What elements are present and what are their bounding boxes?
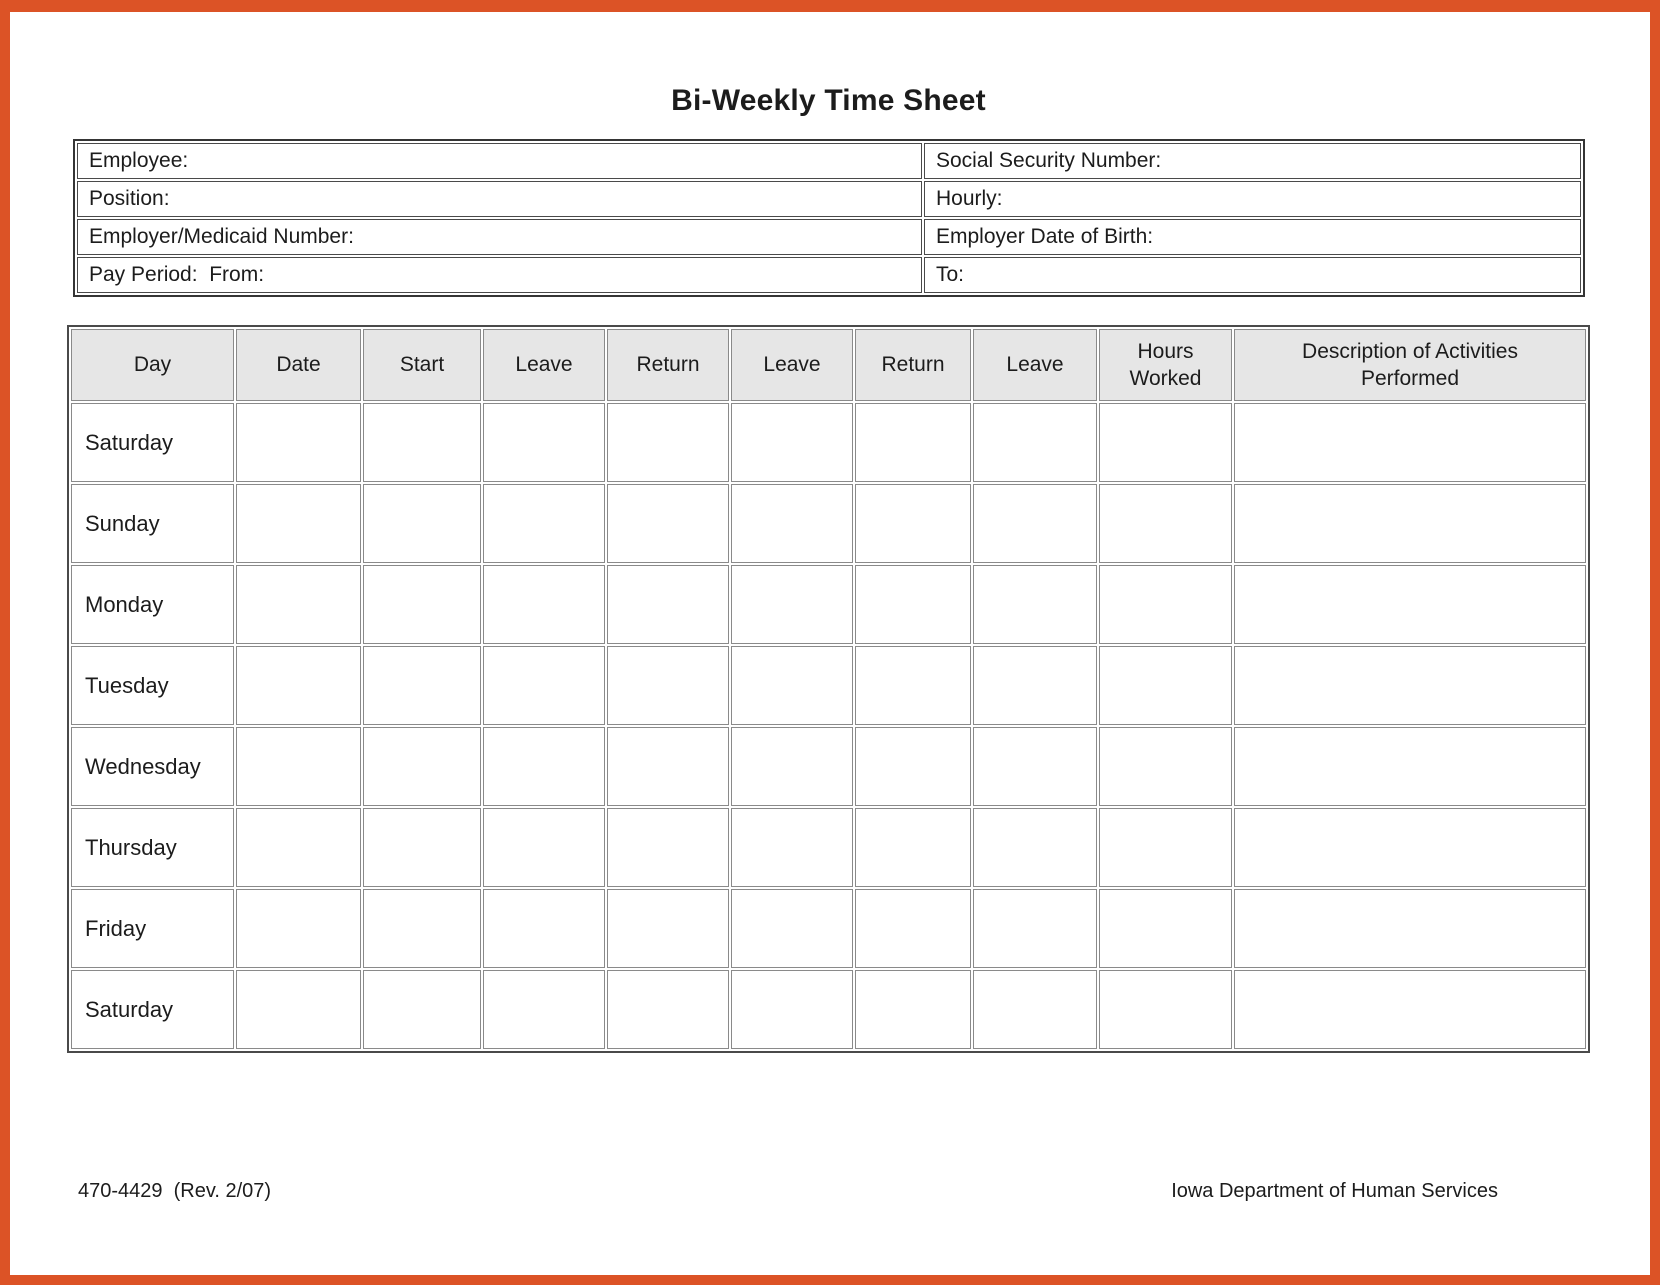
- empty-cell: [1099, 565, 1232, 644]
- empty-cell: [1234, 403, 1586, 482]
- day-cell: Sunday: [71, 484, 234, 563]
- empty-cell: [607, 646, 729, 725]
- info-row-pay-period: [77, 257, 1581, 293]
- empty-cell: [483, 565, 605, 644]
- empty-cell: [1099, 889, 1232, 968]
- empty-cell: [731, 403, 853, 482]
- column-header-hours-worked: Hours Worked: [1099, 329, 1232, 401]
- info-row-employer-number: [77, 219, 1581, 255]
- page-footer: [78, 1180, 1498, 1203]
- header-row: [71, 329, 1586, 401]
- empty-cell: [607, 727, 729, 806]
- empty-cell: [236, 727, 361, 806]
- form-number: 470-4429 (Rev. 2/07): [78, 1180, 272, 1202]
- empty-cell: [1099, 970, 1232, 1049]
- timesheet-table: [67, 325, 1590, 1053]
- empty-cell: [855, 889, 971, 968]
- day-cell: Saturday: [71, 403, 234, 482]
- column-header-return-1: Return: [607, 329, 729, 401]
- empty-cell: [363, 727, 481, 806]
- pay-period-to-label: To:: [924, 257, 1581, 293]
- table-row: [71, 646, 1586, 725]
- empty-cell: [236, 403, 361, 482]
- empty-cell: [483, 646, 605, 725]
- day-cell: Monday: [71, 565, 234, 644]
- empty-cell: [483, 889, 605, 968]
- empty-cell: [855, 403, 971, 482]
- empty-cell: [236, 484, 361, 563]
- empty-cell: [483, 403, 605, 482]
- info-row-employee: [77, 143, 1581, 179]
- empty-cell: [973, 727, 1097, 806]
- column-header-return-2: Return: [855, 329, 971, 401]
- empty-cell: [731, 727, 853, 806]
- empty-cell: [363, 484, 481, 563]
- empty-cell: [731, 646, 853, 725]
- empty-cell: [1099, 484, 1232, 563]
- empty-cell: [731, 970, 853, 1049]
- table-row: [71, 565, 1586, 644]
- empty-cell: [483, 727, 605, 806]
- empty-cell: [236, 889, 361, 968]
- empty-cell: [363, 646, 481, 725]
- empty-cell: [607, 484, 729, 563]
- pay-period-from-label: Pay Period: From:: [77, 257, 922, 293]
- column-header-leave-1: Leave: [483, 329, 605, 401]
- day-cell: Tuesday: [71, 646, 234, 725]
- empty-cell: [607, 565, 729, 644]
- table-row: [71, 484, 1586, 563]
- empty-cell: [1099, 646, 1232, 725]
- agency-name: Iowa Department of Human Services: [1171, 1180, 1498, 1202]
- ssn-label: Social Security Number:: [924, 143, 1581, 179]
- empty-cell: [236, 565, 361, 644]
- table-row: [71, 889, 1586, 968]
- empty-cell: [363, 403, 481, 482]
- empty-cell: [973, 403, 1097, 482]
- empty-cell: [236, 808, 361, 887]
- column-header-date: Date: [236, 329, 361, 401]
- employee-info-table: [73, 139, 1585, 297]
- empty-cell: [236, 646, 361, 725]
- empty-cell: [855, 970, 971, 1049]
- column-header-description: Description of Activities Performed: [1234, 329, 1586, 401]
- position-label: Position:: [77, 181, 922, 217]
- empty-cell: [855, 808, 971, 887]
- empty-cell: [1099, 727, 1232, 806]
- empty-cell: [973, 484, 1097, 563]
- empty-cell: [1099, 403, 1232, 482]
- column-header-leave-3: Leave: [973, 329, 1097, 401]
- employee-label: Employee:: [77, 143, 922, 179]
- empty-cell: [1099, 808, 1232, 887]
- empty-cell: [731, 889, 853, 968]
- empty-cell: [731, 565, 853, 644]
- empty-cell: [973, 889, 1097, 968]
- empty-cell: [1234, 565, 1586, 644]
- empty-cell: [973, 646, 1097, 725]
- empty-cell: [1234, 727, 1586, 806]
- empty-cell: [607, 970, 729, 1049]
- empty-cell: [363, 889, 481, 968]
- empty-cell: [1234, 970, 1586, 1049]
- empty-cell: [483, 808, 605, 887]
- empty-cell: [1234, 889, 1586, 968]
- table-row: [71, 727, 1586, 806]
- column-header-leave-2: Leave: [731, 329, 853, 401]
- empty-cell: [855, 484, 971, 563]
- empty-cell: [236, 970, 361, 1049]
- empty-cell: [1234, 808, 1586, 887]
- day-cell: Friday: [71, 889, 234, 968]
- empty-cell: [607, 889, 729, 968]
- table-row: [71, 970, 1586, 1049]
- table-row: [71, 808, 1586, 887]
- empty-cell: [855, 646, 971, 725]
- empty-cell: [1234, 646, 1586, 725]
- empty-cell: [855, 565, 971, 644]
- empty-cell: [1234, 484, 1586, 563]
- empty-cell: [973, 808, 1097, 887]
- table-row: [71, 403, 1586, 482]
- day-cell: Wednesday: [71, 727, 234, 806]
- empty-cell: [363, 808, 481, 887]
- empty-cell: [483, 484, 605, 563]
- empty-cell: [607, 808, 729, 887]
- day-cell: Saturday: [71, 970, 234, 1049]
- empty-cell: [363, 970, 481, 1049]
- employer-medicaid-number-label: Employer/Medicaid Number:: [77, 219, 922, 255]
- empty-cell: [483, 970, 605, 1049]
- day-cell: Thursday: [71, 808, 234, 887]
- empty-cell: [973, 970, 1097, 1049]
- empty-cell: [607, 403, 729, 482]
- column-header-day: Day: [71, 329, 234, 401]
- page-title: Bi-Weekly Time Sheet: [671, 84, 986, 117]
- empty-cell: [731, 808, 853, 887]
- info-row-position: [77, 181, 1581, 217]
- empty-cell: [731, 484, 853, 563]
- employer-dob-label: Employer Date of Birth:: [924, 219, 1581, 255]
- column-header-start: Start: [363, 329, 481, 401]
- empty-cell: [973, 565, 1097, 644]
- hourly-label: Hourly:: [924, 181, 1581, 217]
- empty-cell: [855, 727, 971, 806]
- empty-cell: [363, 565, 481, 644]
